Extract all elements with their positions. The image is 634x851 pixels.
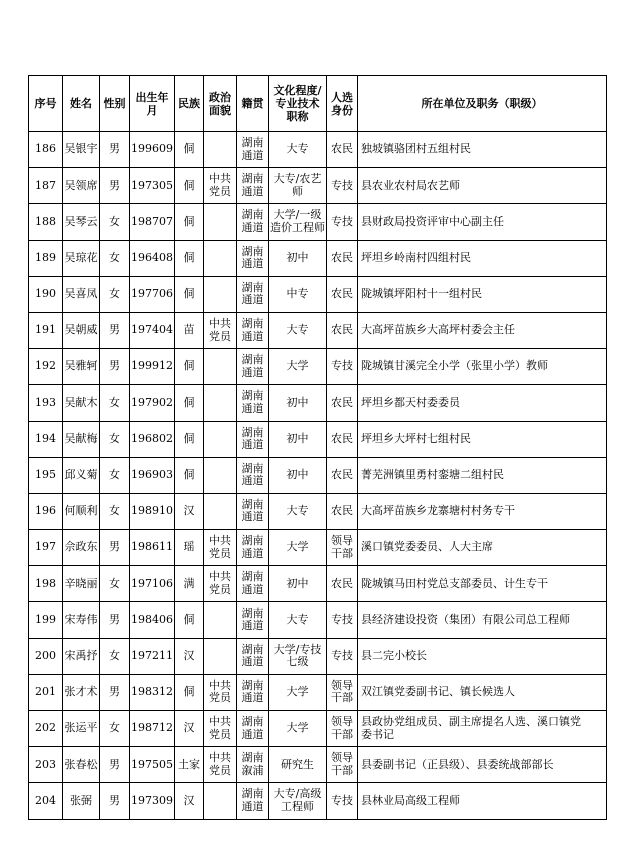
cell-native: 湖南 通道: [237, 566, 269, 602]
cell-birth: 197902: [130, 385, 175, 421]
table-row: [29, 747, 607, 783]
cell-ethnic: 侗: [175, 385, 204, 421]
cell-political: [204, 385, 237, 421]
cell-political: 中共 党员: [204, 312, 237, 348]
cell-political: [204, 602, 237, 638]
cell-name: 何顺利: [63, 493, 100, 529]
cell-unit: 县二完小校长: [358, 638, 607, 674]
cell-unit: 独坡镇骆团村五组村民: [358, 132, 607, 168]
candidate-table: [28, 75, 607, 820]
cell-ethnic: 侗: [175, 602, 204, 638]
table-body: [29, 132, 607, 820]
cell-birth: 196408: [130, 240, 175, 276]
cell-seq: 200: [29, 638, 63, 674]
cell-seq: 188: [29, 204, 63, 240]
cell-seq: 204: [29, 783, 63, 819]
cell-birth: 198312: [130, 674, 175, 710]
cell-birth: 199609: [130, 132, 175, 168]
cell-ethnic: 侗: [175, 132, 204, 168]
cell-name: 吴喜凤: [63, 276, 100, 312]
cell-native: 湖南 通道: [237, 349, 269, 385]
cell-gender: 女: [100, 276, 130, 312]
header-name: 姓名: [63, 76, 100, 132]
table-row: [29, 638, 607, 674]
cell-unit: 县财政局投资评审中心副主任: [358, 204, 607, 240]
cell-unit: 大高坪苗族乡龙寨塘村村务专干: [358, 493, 607, 529]
cell-education: 初中: [269, 457, 327, 493]
table-row: [29, 421, 607, 457]
cell-seq: 202: [29, 711, 63, 747]
cell-name: 吴领席: [63, 168, 100, 204]
cell-birth: 198910: [130, 493, 175, 529]
cell-birth: 197106: [130, 566, 175, 602]
cell-unit: 陇城镇甘溪完全小学（张里小学）教师: [358, 349, 607, 385]
cell-identity: 专技: [327, 349, 358, 385]
table-row: [29, 530, 607, 566]
cell-political: [204, 240, 237, 276]
cell-native: 湖南 通道: [237, 168, 269, 204]
cell-native: 湖南 通道: [237, 240, 269, 276]
cell-name: 辛晓丽: [63, 566, 100, 602]
cell-birth: 198611: [130, 530, 175, 566]
cell-name: 张春松: [63, 747, 100, 783]
cell-political: [204, 276, 237, 312]
cell-birth: 197309: [130, 783, 175, 819]
header-unit: 所在单位及职务（职级）: [358, 76, 607, 132]
cell-ethnic: 汉: [175, 493, 204, 529]
cell-native: 湖南 溆浦: [237, 747, 269, 783]
cell-birth: 196802: [130, 421, 175, 457]
cell-education: 大学: [269, 674, 327, 710]
cell-seq: 198: [29, 566, 63, 602]
cell-seq: 195: [29, 457, 63, 493]
cell-gender: 女: [100, 240, 130, 276]
cell-unit: 县林业局高级工程师: [358, 783, 607, 819]
cell-native: 湖南 通道: [237, 674, 269, 710]
cell-name: 吴银宇: [63, 132, 100, 168]
table-row: [29, 132, 607, 168]
cell-ethnic: 侗: [175, 674, 204, 710]
cell-ethnic: 侗: [175, 168, 204, 204]
cell-gender: 男: [100, 747, 130, 783]
cell-name: 吴琴云: [63, 204, 100, 240]
cell-name: 张才术: [63, 674, 100, 710]
cell-ethnic: 侗: [175, 349, 204, 385]
cell-unit: 溪口镇党委委员、人大主席: [358, 530, 607, 566]
cell-education: 初中: [269, 566, 327, 602]
cell-seq: 189: [29, 240, 63, 276]
cell-unit: 县农业农村局农艺师: [358, 168, 607, 204]
cell-education: 中专: [269, 276, 327, 312]
cell-name: 吴献木: [63, 385, 100, 421]
cell-birth: 198712: [130, 711, 175, 747]
cell-name: 邱义菊: [63, 457, 100, 493]
cell-name: 宋禹抒: [63, 638, 100, 674]
cell-identity: 专技: [327, 783, 358, 819]
table-row: [29, 349, 607, 385]
cell-unit: 县政协党组成员、副主席提名人选、溪口镇党 委书记: [358, 711, 607, 747]
cell-unit: 坪坦乡大坪村七组村民: [358, 421, 607, 457]
table-row: [29, 674, 607, 710]
cell-education: 研究生: [269, 747, 327, 783]
cell-native: 湖南 通道: [237, 132, 269, 168]
cell-gender: 男: [100, 312, 130, 348]
cell-identity: 专技: [327, 168, 358, 204]
cell-education: 大学/一级 造价工程师: [269, 204, 327, 240]
header-ethnic: 民族: [175, 76, 204, 132]
table-row: [29, 602, 607, 638]
cell-native: 湖南 通道: [237, 530, 269, 566]
cell-native: 湖南 通道: [237, 276, 269, 312]
cell-political: [204, 421, 237, 457]
cell-gender: 女: [100, 385, 130, 421]
table-row: [29, 385, 607, 421]
cell-ethnic: 侗: [175, 276, 204, 312]
cell-name: 吴朝威: [63, 312, 100, 348]
table-row: [29, 240, 607, 276]
cell-identity: 农民: [327, 132, 358, 168]
cell-education: 大学: [269, 530, 327, 566]
cell-seq: 190: [29, 276, 63, 312]
cell-identity: 专技: [327, 204, 358, 240]
cell-political: 中共 党员: [204, 747, 237, 783]
cell-seq: 199: [29, 602, 63, 638]
cell-name: 张弼: [63, 783, 100, 819]
cell-seq: 186: [29, 132, 63, 168]
cell-gender: 女: [100, 421, 130, 457]
cell-education: 大专: [269, 602, 327, 638]
cell-identity: 领导 干部: [327, 711, 358, 747]
cell-political: [204, 638, 237, 674]
header-identity: 人选 身份: [327, 76, 358, 132]
cell-political: [204, 204, 237, 240]
cell-unit: 陇城镇马田村党总支部委员、计生专干: [358, 566, 607, 602]
cell-education: 大专/高级 工程师: [269, 783, 327, 819]
cell-seq: 203: [29, 747, 63, 783]
cell-native: 湖南 通道: [237, 602, 269, 638]
header-education: 文化程度/ 专业技术 职称: [269, 76, 327, 132]
cell-political: [204, 349, 237, 385]
cell-native: 湖南 通道: [237, 711, 269, 747]
cell-identity: 农民: [327, 312, 358, 348]
cell-education: 初中: [269, 421, 327, 457]
cell-seq: 192: [29, 349, 63, 385]
cell-ethnic: 土家: [175, 747, 204, 783]
cell-seq: 193: [29, 385, 63, 421]
cell-gender: 女: [100, 638, 130, 674]
cell-native: 湖南 通道: [237, 457, 269, 493]
cell-identity: 领导 干部: [327, 530, 358, 566]
table-row: [29, 457, 607, 493]
table-row: [29, 168, 607, 204]
cell-ethnic: 汉: [175, 638, 204, 674]
cell-birth: 197211: [130, 638, 175, 674]
cell-ethnic: 侗: [175, 240, 204, 276]
cell-birth: 199912: [130, 349, 175, 385]
cell-ethnic: 瑶: [175, 530, 204, 566]
table-row: [29, 566, 607, 602]
cell-education: 大专: [269, 493, 327, 529]
cell-name: 吴雅轲: [63, 349, 100, 385]
cell-identity: 农民: [327, 385, 358, 421]
cell-seq: 196: [29, 493, 63, 529]
cell-unit: 陇城镇坪阳村十一组村民: [358, 276, 607, 312]
header-native: 籍贯: [237, 76, 269, 132]
cell-native: 湖南 通道: [237, 783, 269, 819]
cell-unit: 县委副书记（正县级）、县委统战部部长: [358, 747, 607, 783]
cell-identity: 领导 干部: [327, 747, 358, 783]
cell-unit: 大高坪苗族乡大高坪村委会主任: [358, 312, 607, 348]
cell-name: 吴献梅: [63, 421, 100, 457]
cell-education: 大专: [269, 312, 327, 348]
cell-ethnic: 侗: [175, 204, 204, 240]
cell-identity: 农民: [327, 421, 358, 457]
cell-name: 佘政东: [63, 530, 100, 566]
cell-gender: 女: [100, 204, 130, 240]
cell-education: 大学/专技 七级: [269, 638, 327, 674]
cell-native: 湖南 通道: [237, 204, 269, 240]
cell-native: 湖南 通道: [237, 493, 269, 529]
cell-education: 大学: [269, 711, 327, 747]
table-row: [29, 312, 607, 348]
cell-native: 湖南 通道: [237, 312, 269, 348]
cell-political: 中共 党员: [204, 674, 237, 710]
cell-gender: 男: [100, 349, 130, 385]
header-political: 政治 面貌: [204, 76, 237, 132]
cell-unit: 坪坦乡都天村委委员: [358, 385, 607, 421]
cell-gender: 女: [100, 457, 130, 493]
cell-native: 湖南 通道: [237, 421, 269, 457]
cell-ethnic: 汉: [175, 711, 204, 747]
cell-identity: 专技: [327, 638, 358, 674]
table-row: [29, 711, 607, 747]
header-gender: 性别: [100, 76, 130, 132]
cell-name: 吴琼花: [63, 240, 100, 276]
cell-native: 湖南 通道: [237, 638, 269, 674]
cell-name: 宋寿伟: [63, 602, 100, 638]
cell-ethnic: 侗: [175, 421, 204, 457]
cell-political: 中共 党员: [204, 566, 237, 602]
cell-identity: 农民: [327, 457, 358, 493]
cell-gender: 女: [100, 493, 130, 529]
cell-identity: 农民: [327, 566, 358, 602]
cell-political: [204, 493, 237, 529]
cell-unit: 县经济建设投资（集团）有限公司总工程师: [358, 602, 607, 638]
table-row: [29, 276, 607, 312]
table-row: [29, 493, 607, 529]
cell-identity: 专技: [327, 602, 358, 638]
cell-seq: 194: [29, 421, 63, 457]
cell-ethnic: 满: [175, 566, 204, 602]
cell-political: 中共 党员: [204, 530, 237, 566]
cell-birth: 198707: [130, 204, 175, 240]
header-seq: 序号: [29, 76, 63, 132]
cell-gender: 男: [100, 602, 130, 638]
cell-gender: 男: [100, 530, 130, 566]
cell-gender: 女: [100, 711, 130, 747]
cell-unit: 双江镇党委副书记、镇长候选人: [358, 674, 607, 710]
cell-gender: 男: [100, 783, 130, 819]
table-row: [29, 204, 607, 240]
table-header-row: [29, 76, 607, 132]
cell-identity: 农民: [327, 240, 358, 276]
cell-birth: 197505: [130, 747, 175, 783]
cell-gender: 女: [100, 566, 130, 602]
cell-seq: 201: [29, 674, 63, 710]
cell-education: 初中: [269, 240, 327, 276]
cell-political: [204, 457, 237, 493]
cell-identity: 农民: [327, 493, 358, 529]
cell-ethnic: 侗: [175, 457, 204, 493]
header-birth: 出生年 月: [130, 76, 175, 132]
cell-identity: 领导 干部: [327, 674, 358, 710]
cell-ethnic: 苗: [175, 312, 204, 348]
cell-native: 湖南 通道: [237, 385, 269, 421]
cell-education: 大学: [269, 349, 327, 385]
cell-birth: 197305: [130, 168, 175, 204]
cell-unit: 坪坦乡岭南村四组村民: [358, 240, 607, 276]
cell-political: 中共 党员: [204, 168, 237, 204]
cell-birth: 197404: [130, 312, 175, 348]
cell-name: 张运平: [63, 711, 100, 747]
cell-unit: 菁芜洲镇里勇村銮塘二组村民: [358, 457, 607, 493]
table-row: [29, 783, 607, 819]
cell-birth: 196903: [130, 457, 175, 493]
cell-ethnic: 汉: [175, 783, 204, 819]
cell-political: [204, 783, 237, 819]
cell-education: 大专: [269, 132, 327, 168]
cell-gender: 男: [100, 132, 130, 168]
cell-seq: 187: [29, 168, 63, 204]
cell-gender: 男: [100, 168, 130, 204]
cell-seq: 191: [29, 312, 63, 348]
cell-identity: 农民: [327, 276, 358, 312]
cell-seq: 197: [29, 530, 63, 566]
cell-political: [204, 132, 237, 168]
cell-birth: 198406: [130, 602, 175, 638]
cell-education: 大专/农艺 师: [269, 168, 327, 204]
cell-political: 中共 党员: [204, 711, 237, 747]
cell-education: 初中: [269, 385, 327, 421]
cell-gender: 男: [100, 674, 130, 710]
cell-birth: 197706: [130, 276, 175, 312]
